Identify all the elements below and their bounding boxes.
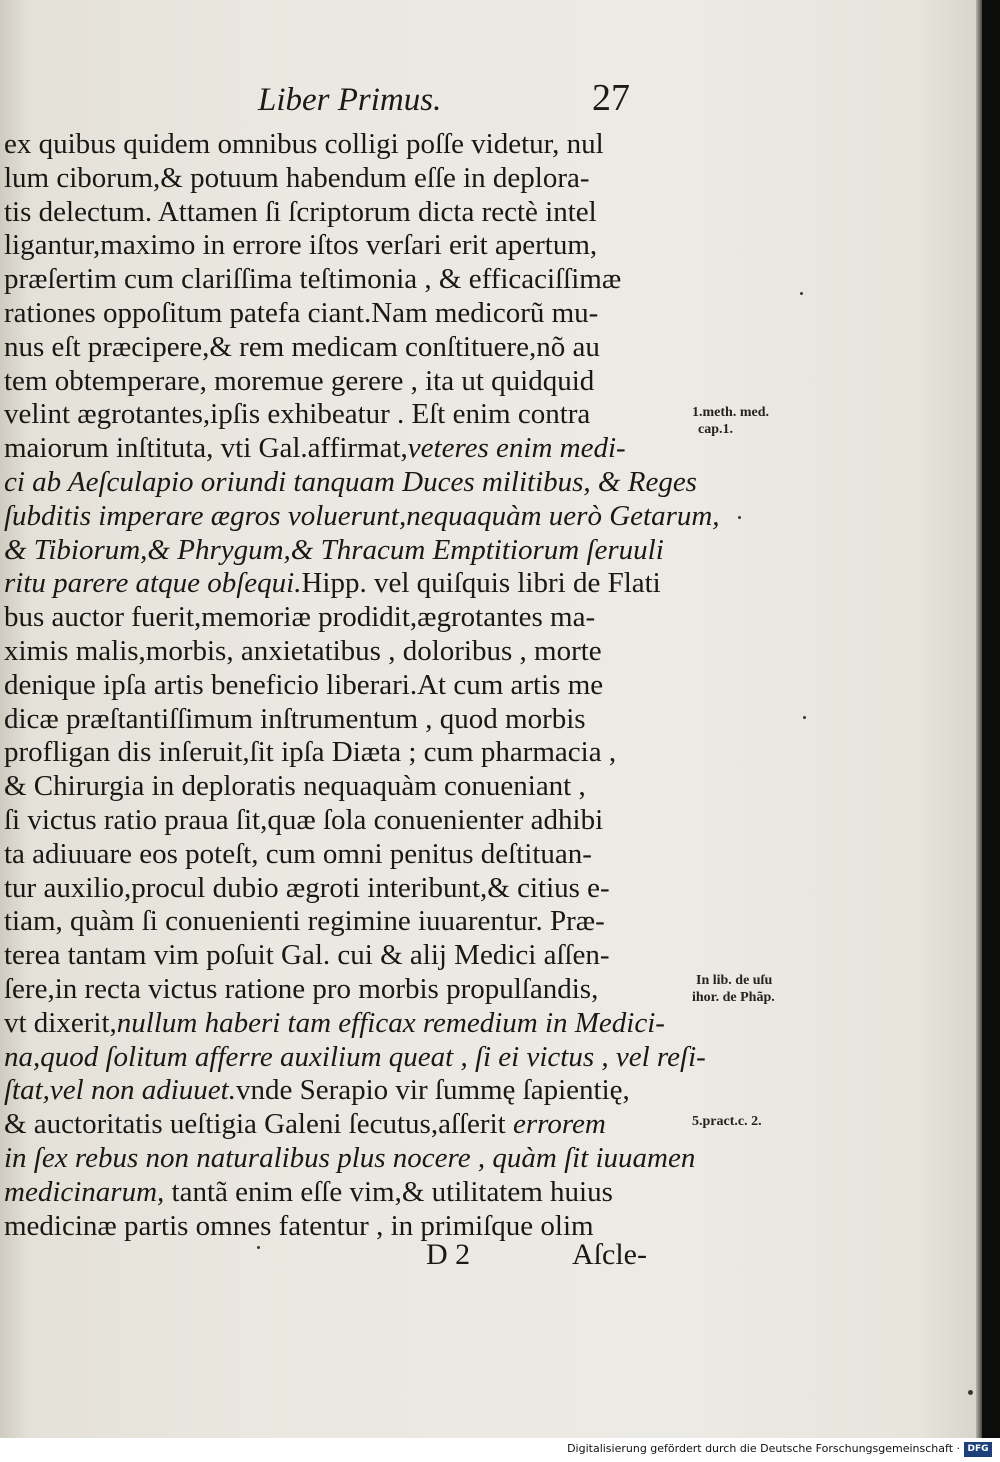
text-line: [4, 465, 697, 500]
ink-speck: [257, 1246, 260, 1249]
italic-text: medicinarum,: [4, 1175, 165, 1208]
roman-text: tem obtemperare, moremue gerere , ita ut quidquid: [4, 364, 595, 397]
roman-text: dicæ præſtantiſſimum inſtrumentum , quod morbis: [4, 702, 586, 735]
text-line: [4, 1007, 688, 1041]
roman-text: ximis malis,morbis, anxietatibus , doloribus , morte: [4, 634, 602, 667]
ink-speck: [803, 716, 806, 719]
text-line: [4, 1040, 706, 1075]
margin-note-line: In lib. de uſu: [696, 973, 773, 988]
margin-note: [692, 404, 832, 438]
roman-text: maiorum inſtituta, vti Gal.affirmat,: [4, 432, 408, 465]
text-line: [4, 263, 688, 297]
margin-note-line: ihor. de Phãp.: [692, 990, 775, 1005]
text-line: [4, 770, 688, 804]
text-line: [4, 432, 688, 466]
text-line: [4, 365, 688, 399]
roman-text: & auctoritatis ueſtigia Galeni ſecutus,aſſerit: [4, 1108, 513, 1141]
text-line: [4, 229, 688, 263]
text-line: [4, 1108, 688, 1142]
running-title: Liber Primus.: [258, 82, 442, 118]
text-line: [4, 499, 720, 534]
roman-text: medicinæ partis omnes fatentur , in primiſque olim: [4, 1209, 594, 1242]
page-edge-shadow: [976, 0, 982, 1438]
roman-text: Hipp. vel quiſquis libri de Flati: [301, 567, 661, 600]
roman-text: tis delectum. Attamen ſi ſcriptorum dicta rectè intel: [4, 195, 597, 228]
ink-speck: [738, 516, 741, 519]
margin-note-line: cap.1.: [698, 422, 733, 437]
page-footer: [0, 1238, 978, 1278]
italic-text: ſtat,vel non adiuuet.: [4, 1074, 236, 1107]
text-line: [4, 297, 688, 331]
text-line: [4, 973, 688, 1007]
roman-text: ſere,in recta victus ratione pro morbis propulſandis,: [4, 972, 599, 1005]
roman-text: denique ipſa artis beneficio liberari.At cum artis me: [4, 668, 604, 701]
text-line: [4, 162, 688, 196]
roman-text: ex quibus quidem omnibus colligi poſſe videtur, nul: [4, 128, 604, 160]
roman-text: ta adiuuare eos poteſt, cum omni penitus deſtituan-: [4, 837, 592, 870]
italic-text: veteres enim medi-: [407, 432, 626, 465]
italic-text: & Tibiorum,& Phrygum,& Thracum Emptitiorum ſeruuli: [4, 533, 664, 566]
digitization-credit-bar: [0, 1438, 1000, 1462]
dfg-logo-icon: DFG: [964, 1442, 992, 1457]
catchword: Aſcle-: [572, 1238, 647, 1271]
roman-text: tantã enim eſſe vim,& utilitatem huius: [164, 1175, 613, 1208]
text-line: [4, 128, 688, 162]
roman-text: vnde Serapio vir ſummę ſapientię,: [235, 1074, 630, 1107]
roman-text: nus eſt præcipere,& rem medicam conſtituere,nõ au: [4, 330, 600, 363]
text-line: [4, 635, 688, 669]
roman-text: & Chirurgia in deploratis nequaquàm conueniant ,: [4, 770, 586, 803]
text-line: [4, 939, 688, 973]
text-line: [4, 905, 688, 939]
roman-text: profligan dis inſeruit,ſit ipſa Diæta ; cum pharmacia ,: [4, 736, 617, 769]
roman-text: ligantur,maximo in errore iſtos verſari erit apertum,: [4, 229, 598, 262]
roman-text: lum ciborum,& potuum habendum eſſe in deplora-: [4, 161, 590, 194]
roman-text: rationes oppoſitum patefa ciant.Nam medicorũ mu-: [4, 296, 599, 329]
ink-speck: [800, 292, 803, 295]
text-line: [4, 872, 688, 906]
roman-text: tiam, quàm ſi conuenienti regimine iuuarentur. Præ-: [4, 905, 605, 938]
italic-text: ci ab Aeſculapio oriundi tanquam Duces militibus, & Reges: [4, 465, 697, 498]
text-line: [4, 804, 688, 838]
margin-note-line: 1.meth. med.: [692, 405, 769, 420]
text-line: [4, 1176, 688, 1210]
text-line: [4, 838, 688, 872]
text-line: [4, 567, 688, 601]
italic-text: ſubditis imperare ægros voluerunt,nequaquàm uerò Getarum,: [4, 499, 720, 532]
roman-text: terea tantam vim poſuit Gal. cui & alij Medici aſſen-: [4, 939, 610, 972]
italic-text: na,quod ſolitum afferre auxilium queat , ſi ei victus , vel reſi-: [4, 1040, 706, 1073]
roman-text: ſi victus ratio praua ſit,quæ ſola conuenienter adhibi: [4, 803, 604, 836]
page-number: 27: [592, 77, 630, 119]
italic-text: ritu parere atque obſequi.: [4, 567, 302, 600]
text-line: [4, 398, 688, 432]
text-line: [4, 331, 688, 365]
text-line: [4, 601, 688, 635]
ink-speck: [968, 1390, 973, 1395]
text-line: [4, 669, 688, 703]
text-line: [4, 1141, 696, 1176]
page-header: [0, 77, 978, 130]
text-line: [4, 736, 688, 770]
roman-text: bus auctor fuerit,memoriæ prodidit,ægrotantes ma-: [4, 601, 596, 634]
italic-text: nullum haberi tam efficax remedium in Medici-: [116, 1006, 665, 1039]
credit-text: Digitalisierung gefördert durch die Deutsche Forschungsgemeinschaft ·: [567, 1442, 960, 1455]
italic-text: in ſex rebus non naturalibus plus nocere , quàm ſit iuuamen: [4, 1141, 696, 1174]
roman-text: præſertim cum clariſſima teſtimonia , & efficaciſſimæ: [4, 263, 622, 296]
roman-text: tur auxilio,procul dubio ægroti interibunt,& citius e-: [4, 871, 610, 904]
roman-text: velint ægrotantes,ipſis exhibeatur . Eſt enim contra: [4, 398, 591, 431]
italic-text: errorem: [512, 1108, 606, 1141]
text-line: [4, 534, 688, 568]
text-line: [4, 1074, 688, 1108]
margin-note: [692, 1113, 832, 1130]
text-line: [4, 196, 688, 230]
text-line: [4, 703, 688, 737]
roman-text: vt dixerit,: [4, 1006, 117, 1039]
margin-note-line: 5.pract.c. 2.: [692, 1114, 762, 1129]
signature-mark: D 2: [426, 1238, 471, 1271]
margin-note: [692, 972, 832, 1006]
